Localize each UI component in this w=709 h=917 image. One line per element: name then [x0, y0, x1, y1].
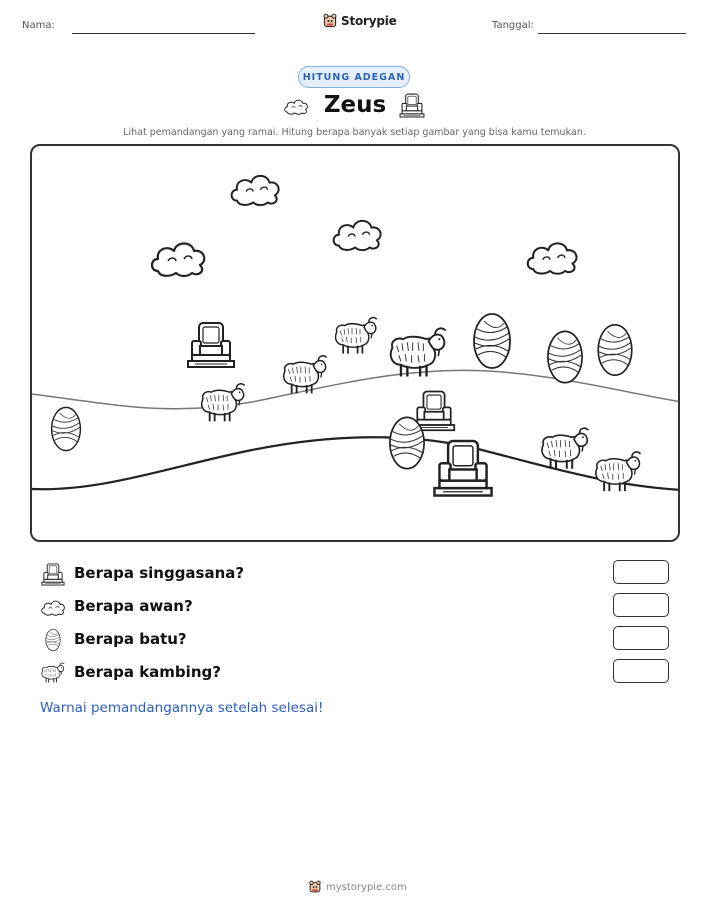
goat-icon — [40, 661, 66, 685]
question-row-goat — [40, 659, 680, 687]
page-title: Zeus — [323, 92, 387, 118]
goat-6 — [592, 446, 644, 498]
question-text: Berapa singgasana? — [74, 564, 245, 582]
question-text: Berapa kambing? — [74, 663, 221, 681]
brand-name: Storypie — [341, 14, 397, 28]
cloud-2 — [330, 214, 384, 252]
storypie-mascot-icon — [308, 880, 322, 894]
throne-1 — [186, 318, 236, 370]
footer-logo — [308, 880, 407, 894]
stone-3 — [596, 322, 634, 378]
answer-box-stone[interactable] — [613, 626, 669, 650]
goat-2 — [386, 322, 450, 384]
throne-icon — [399, 92, 425, 118]
stone-5 — [388, 414, 426, 472]
question-row-throne — [40, 560, 680, 588]
question-row-stone — [40, 626, 680, 654]
name-label: Nama: — [22, 20, 55, 31]
cloud-1 — [228, 168, 282, 208]
cloud-4 — [524, 236, 580, 276]
stone-1 — [472, 310, 512, 372]
site-url: mystorypie.com — [326, 881, 407, 893]
cloud-icon — [40, 595, 66, 619]
answer-box-cloud[interactable] — [613, 593, 669, 617]
cloud-icon — [283, 96, 309, 116]
counting-scene — [30, 144, 680, 542]
question-row-cloud — [40, 593, 680, 621]
goat-3 — [280, 350, 330, 400]
instruction-text: Lihat pemandangan yang ramai. Hitung berapa banyak setiap gambar yang bisa kamu temukan. — [123, 127, 586, 138]
storypie-logo — [322, 13, 397, 29]
date-label: Tanggal: — [492, 20, 534, 31]
stone-icon — [40, 628, 66, 652]
answer-box-goat[interactable] — [613, 659, 669, 683]
question-text: Berapa awan? — [74, 597, 193, 615]
activity-badge: HITUNG ADEGAN — [298, 66, 410, 88]
name-field[interactable] — [72, 33, 255, 34]
goat-5 — [538, 422, 592, 476]
goat-1 — [332, 316, 380, 356]
coloring-note: Warnai pemandangannya setelah selesai! — [40, 700, 324, 716]
date-field[interactable] — [538, 33, 686, 34]
question-text: Berapa batu? — [74, 630, 187, 648]
goat-4 — [198, 378, 248, 428]
storypie-mascot-icon — [322, 13, 338, 29]
cloud-3 — [148, 236, 208, 278]
stone-4 — [50, 400, 82, 458]
answer-box-throne[interactable] — [613, 560, 669, 584]
throne-icon — [40, 562, 66, 586]
throne-3 — [432, 436, 494, 498]
stone-2 — [546, 328, 584, 386]
